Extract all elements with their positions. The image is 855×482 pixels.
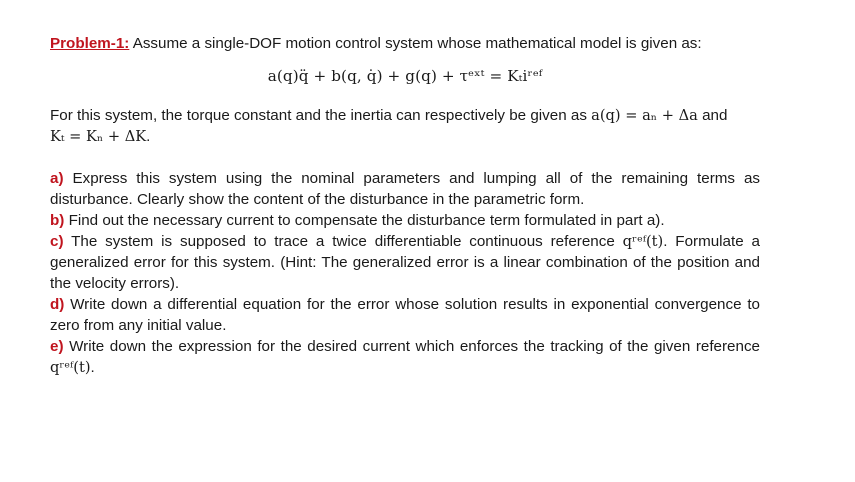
part-c-text-2: . Formulate a generalized error for this system. (Hint: The generalized error is a linear combination of the position and the velocity errors). [50,233,760,292]
part-a-text: Express this system using the nominal parameters and lumping all of the remaining terms as disturbance. Clearly show the content of the disturbance in the parametric form. [50,170,760,208]
part-b-label: b) [50,212,65,229]
part-c-text-1: The system is supposed to trace a twice differentiable continuous reference [63,233,623,250]
part-d-label: d) [50,296,65,313]
part-d-text: Write down a differential equation for the error whose solution results in exponential convergence to zero from any initial value. [50,296,760,334]
part-e [50,336,760,378]
problem-intro: Assume a single-DOF motion control system whose mathematical model is given as: [129,35,702,52]
constants-paragraph [50,105,760,147]
part-a [50,168,760,210]
inertia-expression: a(q) = aₙ + Δa [591,107,698,124]
constants-text-1: For this system, the torque constant and the inertia can respectively be given as [50,107,592,124]
constants-text-3: . [146,128,151,145]
problem-document [50,33,760,378]
part-b [50,210,760,231]
part-b-text: Find out the necessary current to compensate the disturbance term formulated in part a). [64,212,665,229]
constants-text-2: and [697,107,728,124]
part-c [50,231,760,294]
part-e-text-2: . [90,359,95,376]
torque-constant-expression: Kₜ = Kₙ + ΔK [50,128,147,145]
part-c-reference: qʳᵉᶠ(t) [622,233,664,250]
model-equation: a(q)q̈ + b(q, q̇) + g(q) + τᵉˣᵗ = Kₜiʳᵉᶠ [267,67,543,85]
part-e-label: e) [50,338,64,355]
problem-header [50,33,760,54]
part-c-label: c) [50,233,64,250]
part-e-text-1: Write down the expression for the desired current which enforces the tracking of the given reference [63,338,760,355]
part-a-label: a) [50,170,64,187]
part-e-reference: qʳᵉᶠ(t) [50,359,91,376]
part-d [50,294,760,336]
spacer [50,147,760,168]
problem-label: Problem-1: [50,35,130,52]
